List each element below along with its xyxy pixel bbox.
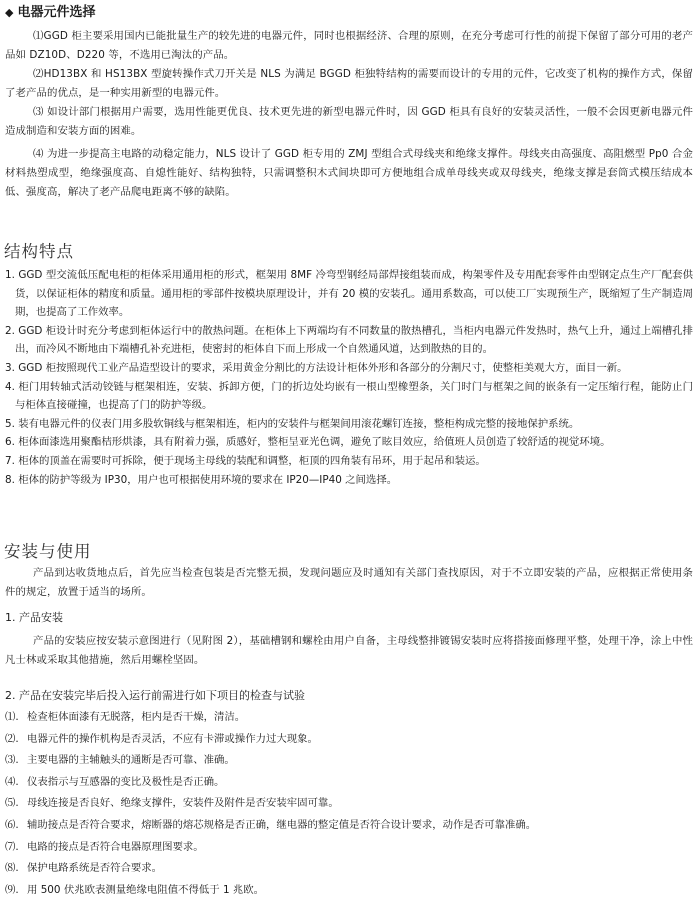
list-item: 2. GGD 柜设计时充分考虑到柜体运行中的散热问题。在柜体上下两端均有不同数量的散热槽孔，当柜内电器元件发热时，热气上升，通过上端槽孔排出，而冷风不断地由下端槽孔补充进柜，使密封的柜体自下而上形成一个自然通风道，达到散热的目的。: [5, 324, 693, 356]
subheading-install: 1. 产品安装: [5, 611, 63, 624]
check-item: ⑴. 检查柜体面漆有无脱落，柜内是否干燥，清洁。: [5, 711, 246, 723]
list-item: 3. GGD 柜按照现代工业产品造型设计的要求，采用黄金分割比的方法设计柜体外形和各部分的分割尺寸，使整柜美观大方，面目一新。: [5, 361, 628, 374]
check-item: ⑻. 保护电路系统是否符合要求。: [5, 862, 163, 875]
structure-list: [5, 266, 693, 489]
check-item: ⑶. 主要电器的主辅触头的通断是否可靠、准确。: [5, 754, 235, 767]
list-item: 6. 柜体面漆选用聚酯桔形烘漆，具有附着力强，质感好，整柜呈亚光色调，避免了眩目效应，给值班人员创造了较舒适的视觉环境。: [5, 436, 611, 449]
list-item: 7. 柜体的顶盖在需要时可拆除，便于现场主母线的装配和调整，柜顶的四角装有吊环，用于起吊和装运。: [5, 454, 486, 467]
check-item: ⑵. 电器元件的操作机构是否灵活，不应有卡滞或操作力过大现象。: [5, 732, 318, 745]
check-item: ⑺. 电路的接点是否符合电器原理图要求。: [5, 840, 204, 853]
list-item: 8. 柜体的防护等级为 IP30，用户也可根据使用环境的要求在 IP20—IP40 之间选择。: [5, 473, 398, 486]
diamond-bullet-icon: ◆: [5, 6, 14, 19]
paragraph-2: ⑵HD13BX 和 HS13BX 型旋转操作式刀开关是 NLS 为满足 BGGD 柜独特结构的需要而设计的专用的元件，它改变了机构的操作方式，保留了老产品的优点，是一种实用新型的电器元件。: [5, 68, 693, 99]
checks-list: [5, 707, 693, 901]
paragraph-3: ⑶ 如设计部门根据用户需要，选用性能更优良、技术更先进的新型电器元件时，因 GGD 柜具有良好的安装灵活性，一般不会因更新电器元件造成制造和安装方面的困难。: [5, 106, 693, 137]
paragraph-4: ⑷ 为进一步提高主电路的动稳定能力，NLS 设计了 GGD 柜专用的 ZMJ 型组合式母线夹和绝缘支撑件。母线夹由高强度、高阻燃型 Pp0 合金材料热塑成型，绝缘强度高、自熄性能好、结构独特，只需调整积木式间块即可方便地组合成单母线夹或双母线夹，绝缘支撑是套筒式模压结成本低、强度高，解决了老产品爬电距离不够的缺陷。: [5, 148, 693, 198]
list-item: 1. GGD 型交流低压配电柜的柜体采用通用柜的形式，框架用 8MF 冷弯型钢经局部焊接组装而成，构架零件及专用配套零件由型钢定点生产厂配套供货，以保证柜体的精度和质量。通用柜的零部件按模块原理设计，并有 20 模的安装孔。通用系数高，可以使工厂实现预生产，既缩短了生产制造周期，也提高了工作效率。: [5, 269, 693, 319]
check-item: ⑷. 仪表指示与互感器的变比及极性是否正确。: [5, 775, 225, 788]
paragraph-1: ⑴GGD 柜主要采用国内已能批量生产的较先进的电器元件，同时也根据经济、合理的原则，在充分考虑可行性的前提下保留了部分可用的老产品如 DZ10D、D220 等，不选用已淘汰的产品。: [5, 30, 693, 61]
install-intro: 产品到达收货地点后，首先应当检查包装是否完整无损，发现问题应及时通知有关部门查找原因，对于不立即安装的产品，应根据正常使用条件的规定，放置于适当的场所。: [5, 567, 693, 598]
check-item: ⑹. 辅助接点是否符合要求，熔断器的熔芯规格是否正确，继电器的整定值是否符合设计要求，动作是否可靠准确。: [5, 818, 537, 831]
subheading-checks: 2. 产品在安装完毕后投入运行前需进行如下项目的检查与试验: [5, 689, 305, 702]
heading-structure: 结构特点: [4, 242, 74, 261]
heading-installation: 安装与使用: [4, 542, 92, 561]
install-text: 产品的安装应按安装示意图进行（见附图 2），基础槽钢和螺栓由用户自备，主母线整排镀锡安装时应将搭接面修理平整，处理干净，涂上中性凡士林或采取其他措施，然后用螺栓坚固。: [5, 635, 693, 666]
list-item: 4. 柜门用转轴式活动铰链与框架相连，安装、拆卸方便，门的折边处均嵌有一根山型橡塑条，关门时门与框架之间的嵌条有一定压缩行程，能防止门与柜体直接碰撞，也提高了门的防护等级。: [5, 380, 693, 412]
check-item: ⑸. 母线连接是否良好、绝缘支撑件，安装件及附件是否安装牢固可靠。: [5, 797, 339, 810]
list-item: 5. 装有电器元件的仪表门用多股软铜线与框架相连，柜内的安装件与框架间用滚花螺钉连接，整柜构成完整的接地保护系统。: [5, 417, 580, 430]
check-item: ⑼. 用 500 伏兆欧表测量绝缘电阻值不得低于 1 兆欧。: [5, 883, 265, 896]
section-title-text: 电器元件选择: [17, 5, 96, 20]
section-title-components: [5, 5, 95, 21]
